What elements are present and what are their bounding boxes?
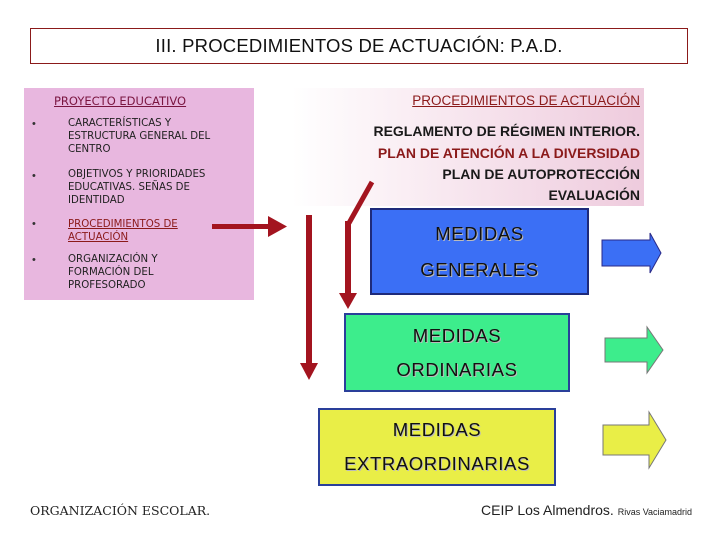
list-item-line: PROFESORADO xyxy=(68,280,146,291)
procedimientos-header: PROCEDIMIENTOS DE ACTUACIÓN xyxy=(412,93,640,108)
reglamento-line: REGLAMENTO DE RÉGIMEN INTERIOR. xyxy=(373,123,640,139)
footer-school xyxy=(481,502,692,518)
box-line: EXTRAORDINARIAS xyxy=(344,453,530,474)
box-line: MEDIDAS xyxy=(412,324,502,346)
bullet-icon: • xyxy=(32,170,36,182)
list-item-line: PROCEDIMIENTOS DE xyxy=(68,219,178,230)
block-arrow-generales-icon xyxy=(602,233,661,273)
red-arrow-down-from-plan-icon xyxy=(339,182,372,309)
footer-organizacion-escolar: ORGANIZACIÓN ESCOLAR. xyxy=(30,503,211,518)
list-item-line: ACTUACIÓN xyxy=(68,232,129,243)
evaluacion-line: EVALUACIÓN xyxy=(548,187,640,203)
list-item-line: ESTRUCTURA GENERAL DEL xyxy=(68,131,211,142)
block-arrow-ordinarias-icon xyxy=(605,327,663,373)
list-item-line: FORMACIÓN DEL xyxy=(68,267,154,278)
list-item-line: ORGANIZACIÓN Y xyxy=(68,254,158,265)
list-item-line: IDENTIDAD xyxy=(68,195,125,206)
block-arrow-extraordinarias-icon xyxy=(603,412,666,468)
bullet-icon: • xyxy=(32,254,36,266)
box-line: MEDIDAS xyxy=(392,419,482,440)
footer-school-location: Rivas Vaciamadrid xyxy=(617,507,693,517)
medidas-extraordinarias-box xyxy=(318,408,556,486)
list-item-line: EDUCATIVAS. SEÑAS DE xyxy=(68,182,190,193)
list-item-line: CARACTERÍSTICAS Y xyxy=(68,118,172,129)
footer-school-name: CEIP Los Almendros. xyxy=(481,502,614,518)
red-arrow-down-long-icon xyxy=(300,215,318,380)
bullet-icon: • xyxy=(32,118,36,130)
bullet-icon: • xyxy=(32,218,36,230)
plan-diversidad-line: PLAN DE ATENCIÓN A LA DIVERSIDAD xyxy=(377,145,640,161)
medidas-generales-box xyxy=(370,208,589,295)
medidas-ordinarias-box xyxy=(344,313,570,392)
box-line: ORDINARIAS xyxy=(396,358,518,380)
list-item-line: OBJETIVOS Y PRIORIDADES xyxy=(68,169,206,180)
red-arrow-right-icon xyxy=(212,216,287,237)
list-item-line: CENTRO xyxy=(68,144,111,155)
page-title: III. PROCEDIMIENTOS DE ACTUACIÓN: P.A.D. xyxy=(155,35,563,56)
box-line: MEDIDAS xyxy=(435,222,524,244)
proyecto-educativo-header: PROYECTO EDUCATIVO xyxy=(54,94,187,108)
plan-autoproteccion-line: PLAN DE AUTOPROTECCIÓN xyxy=(442,166,640,182)
box-line: GENERALES xyxy=(420,258,539,280)
